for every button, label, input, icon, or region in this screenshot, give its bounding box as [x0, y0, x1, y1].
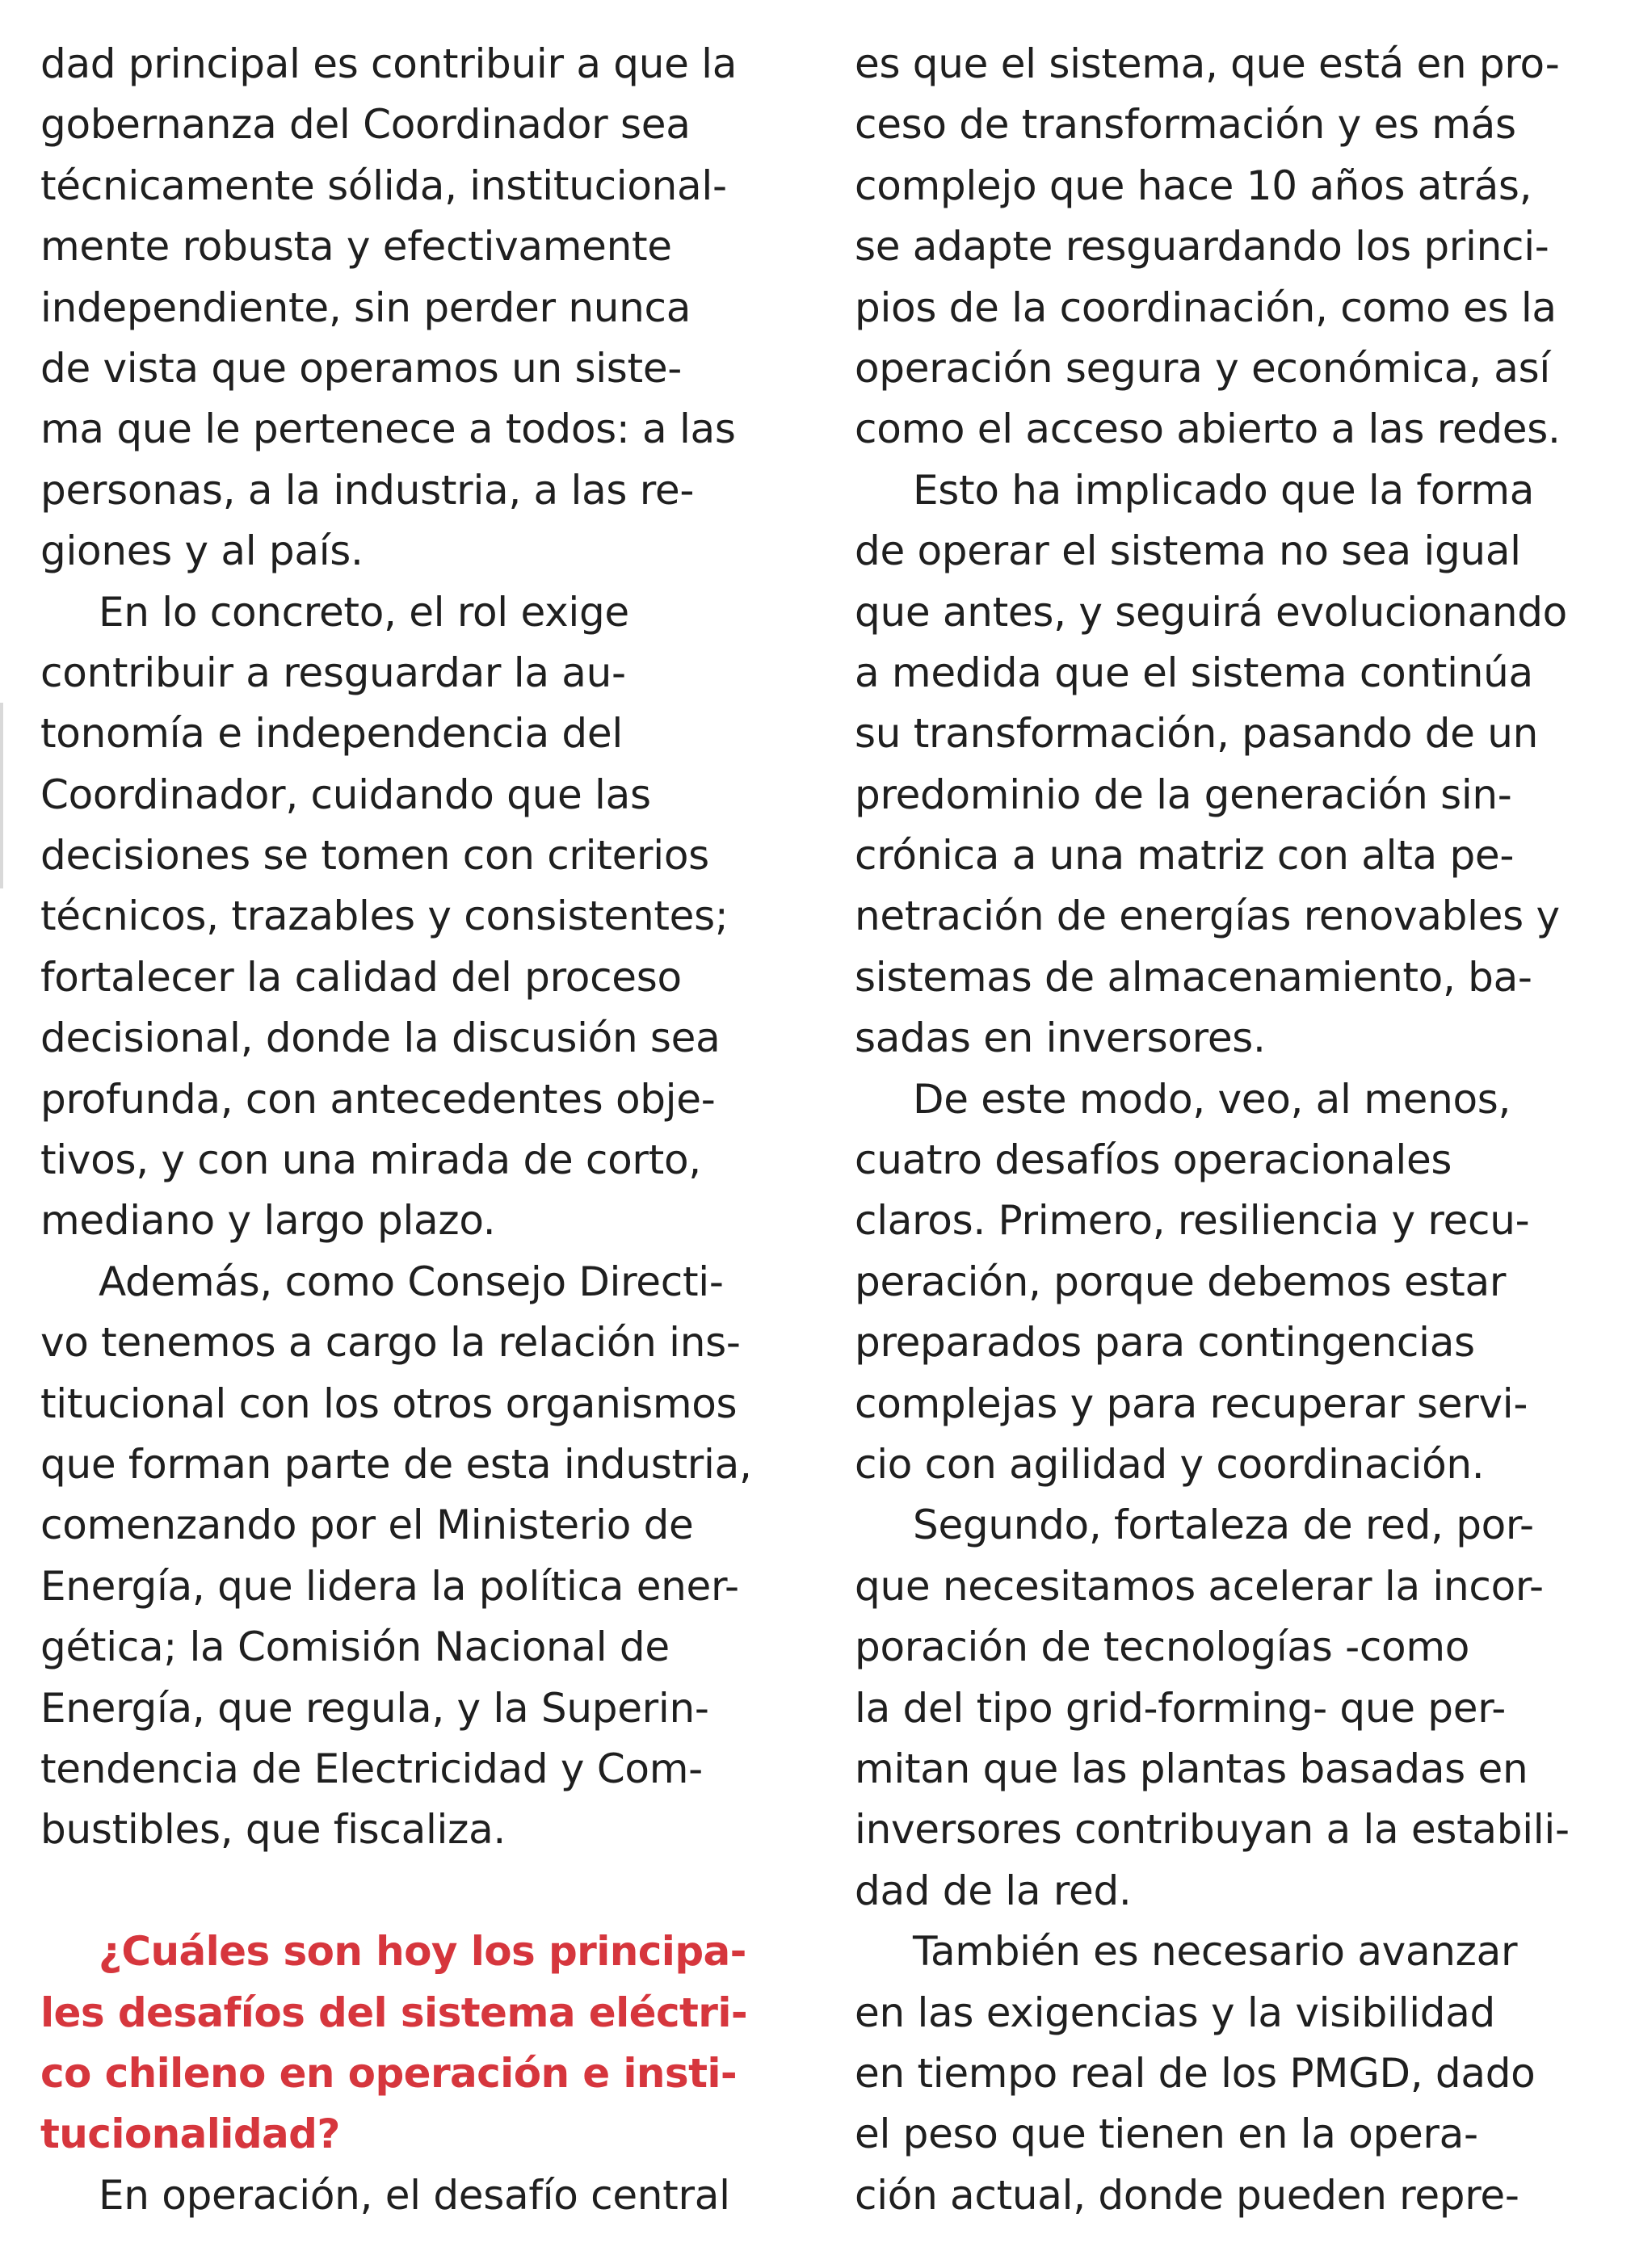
text-line: de vista que operamos un siste- — [40, 344, 683, 392]
text-line: claros. Primero, resiliencia y recu- — [855, 1197, 1530, 1245]
text-line: gobernanza del Coordinador sea — [40, 101, 691, 149]
text-line: mitan que las plantas basadas en — [855, 1745, 1528, 1792]
text-line: independiente, sin perder nunca — [40, 284, 691, 331]
left-paragraph-4 — [40, 2165, 848, 2226]
text-line: dad de la red. — [855, 1867, 1132, 1914]
text-line: ción actual, donde pueden repre- — [855, 2171, 1519, 2219]
text-line: bustibles, que fiscaliza. — [40, 1806, 506, 1854]
right-column — [855, 34, 1635, 2226]
text-line: predominio de la generación sin- — [855, 771, 1512, 818]
text-line: tivos, y con una mirada de corto, — [40, 1136, 701, 1184]
heading-line: ¿Cuáles son hoy los principa- — [99, 1928, 746, 1976]
interview-question-heading — [40, 1922, 848, 2165]
heading-line: les desafíos del sistema eléctri- — [40, 1989, 748, 2036]
right-paragraph-1 — [855, 34, 1635, 460]
text-line: vo tenemos a cargo la relación ins- — [40, 1319, 741, 1367]
text-line: ma que le pertenece a todos: a las — [40, 405, 736, 453]
text-line: Energía, que lidera la política ener- — [40, 1562, 739, 1610]
text-line: contribuir a resguardar la au- — [40, 649, 626, 696]
text-line: titucional con los otros organismos — [40, 1380, 738, 1427]
left-paragraph-3 — [40, 1252, 848, 1861]
text-line: cio con agilidad y coordinación. — [855, 1440, 1485, 1488]
left-paragraph-1 — [40, 34, 848, 582]
text-line: preparados para contingencias — [855, 1319, 1475, 1367]
text-line: sistemas de almacenamiento, ba- — [855, 953, 1532, 1001]
heading-line: tucionalidad? — [40, 2110, 340, 2158]
text-line: En lo concreto, el rol exige — [99, 588, 629, 636]
text-line: la del tipo grid-forming- que per- — [855, 1684, 1507, 1732]
text-line: mediano y largo plazo. — [40, 1197, 496, 1245]
text-line: técnicamente sólida, institucional- — [40, 162, 727, 209]
blank-line — [40, 1861, 848, 1922]
text-line: De este modo, veo, al menos, — [913, 1075, 1511, 1123]
text-line: como el acceso abierto a las redes. — [855, 405, 1561, 453]
text-line: profunda, con antecedentes obje- — [40, 1075, 716, 1123]
text-line: Esto ha implicado que la forma — [913, 466, 1535, 514]
text-line: Energía, que regula, y la Superin- — [40, 1684, 709, 1732]
text-line: personas, a la industria, a las re- — [40, 466, 695, 514]
text-line: técnicos, trazables y consistentes; — [40, 892, 729, 940]
text-line: que necesitamos acelerar la incor- — [855, 1562, 1544, 1610]
text-line: que forman parte de esta industria, — [40, 1440, 752, 1488]
text-line: crónica a una matriz con alta pe- — [855, 832, 1515, 880]
text-line: cuatro desafíos operacionales — [855, 1136, 1452, 1184]
text-line: de operar el sistema no sea igual — [855, 527, 1521, 575]
text-line: decisional, donde la discusión sea — [40, 1014, 721, 1062]
text-line: mente robusta y efectivamente — [40, 223, 672, 271]
text-line: netración de energías renovables y — [855, 892, 1560, 940]
text-line: comenzando por el Ministerio de — [40, 1502, 694, 1549]
text-line: en tiempo real de los PMGD, dado — [855, 2049, 1536, 2097]
text-line: También es necesario avanzar — [913, 1928, 1518, 1976]
left-paragraph-2 — [40, 582, 848, 1252]
text-line: giones y al país. — [40, 527, 364, 575]
text-line: ceso de transformación y es más — [855, 101, 1516, 149]
text-line: peración, porque debemos estar — [855, 1258, 1507, 1305]
text-line: Segundo, fortaleza de red, por- — [913, 1502, 1534, 1549]
text-line: en las exigencias y la visibilidad — [855, 1989, 1495, 2036]
right-paragraph-5 — [855, 1922, 1635, 2226]
text-line: que antes, y seguirá evolucionando — [855, 588, 1567, 636]
text-line: poración de tecnologías -como — [855, 1623, 1470, 1671]
right-paragraph-4 — [855, 1495, 1635, 1922]
text-line: a medida que el sistema continúa — [855, 649, 1533, 696]
text-line: su transformación, pasando de un — [855, 710, 1538, 758]
text-line: En operación, el desafío central — [99, 2171, 730, 2219]
text-line: dad principal es contribuir a que la — [40, 40, 738, 87]
right-paragraph-2 — [855, 460, 1635, 1069]
text-line: es que el sistema, que está en pro- — [855, 40, 1560, 87]
text-line: fortalecer la calidad del proceso — [40, 953, 682, 1001]
heading-line: co chileno en operación e insti- — [40, 2049, 738, 2097]
text-line: sadas en inversores. — [855, 1014, 1266, 1062]
right-paragraph-3 — [855, 1069, 1635, 1496]
text-line: se adapte resguardando los princi- — [855, 223, 1549, 271]
text-line: decisiones se tomen con criterios — [40, 832, 709, 880]
text-line: Además, como Consejo Directi- — [99, 1258, 724, 1305]
text-line: inversores contribuyan a la estabili- — [855, 1806, 1570, 1854]
text-line: tendencia de Electricidad y Com- — [40, 1745, 703, 1792]
text-line: tonomía e independencia del — [40, 710, 623, 758]
text-line: complejo que hace 10 años atrás, — [855, 162, 1532, 209]
text-line: complejas y para recuperar servi- — [855, 1380, 1528, 1427]
left-column — [40, 34, 848, 2226]
text-line: el peso que tienen en la opera- — [855, 2110, 1478, 2158]
text-line: Coordinador, cuidando que las — [40, 771, 651, 818]
page-edge-mark — [0, 703, 3, 888]
text-line: gética; la Comisión Nacional de — [40, 1623, 670, 1671]
text-line: pios de la coordinación, como es la — [855, 284, 1557, 331]
text-line: operación segura y económica, así — [855, 344, 1550, 392]
